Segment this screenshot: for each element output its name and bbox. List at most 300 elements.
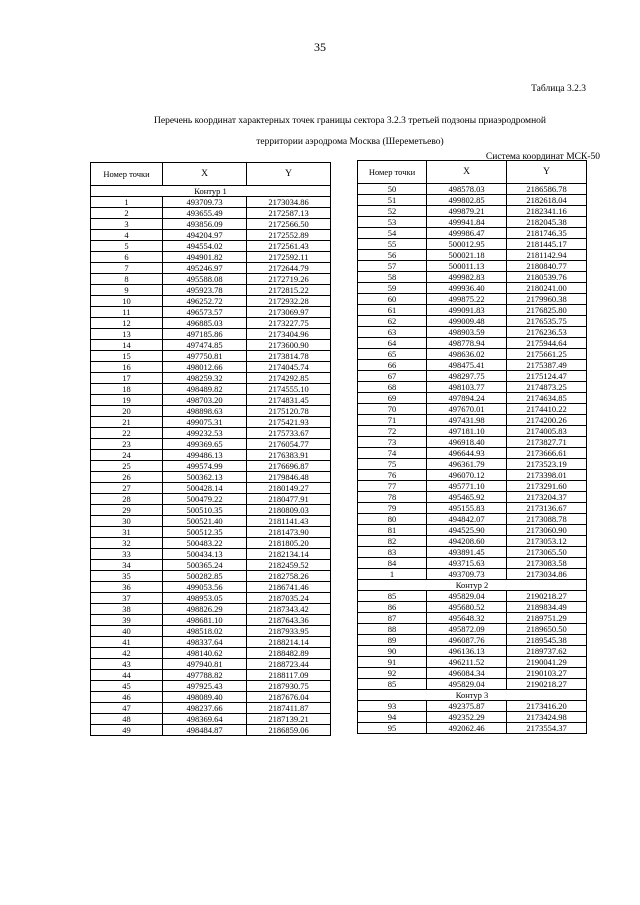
- table-row: [358, 283, 587, 294]
- table-row: [91, 417, 331, 428]
- cell-y: 2187411.87: [247, 703, 331, 714]
- cell-y: 2174555.10: [247, 384, 331, 395]
- cell-point-number: 52: [358, 206, 427, 217]
- cell-point-number: 39: [91, 615, 163, 626]
- cell-x: 494901.82: [163, 252, 247, 263]
- table-row: [358, 184, 587, 195]
- cell-point-number: 7: [91, 263, 163, 274]
- cell-y: 2172644.79: [247, 263, 331, 274]
- cell-y: 2187676.04: [247, 692, 331, 703]
- table-row: [91, 274, 331, 285]
- cell-point-number: 65: [358, 349, 427, 360]
- cell-x: 493715.63: [427, 558, 507, 569]
- table-row: [91, 252, 331, 263]
- cell-y: 2173065.50: [507, 547, 587, 558]
- cell-point-number: 6: [91, 252, 163, 263]
- cell-y: 2175661.25: [507, 349, 587, 360]
- table-row: [91, 681, 331, 692]
- cell-y: 2182134.14: [247, 549, 331, 560]
- cell-x: 493709.73: [427, 569, 507, 580]
- cell-point-number: 38: [91, 604, 163, 615]
- cell-point-number: 94: [358, 712, 427, 723]
- cell-point-number: 42: [91, 648, 163, 659]
- cell-x: 499982.83: [427, 272, 507, 283]
- cell-y: 2176535.75: [507, 316, 587, 327]
- cell-point-number: 24: [91, 450, 163, 461]
- cell-x: 495155.83: [427, 503, 507, 514]
- cell-x: 493856.09: [163, 219, 247, 230]
- cell-point-number: 13: [91, 329, 163, 340]
- cell-y: 2175421.93: [247, 417, 331, 428]
- cell-y: 2187930.75: [247, 681, 331, 692]
- cell-y: 2173523.19: [507, 459, 587, 470]
- cell-point-number: 85: [358, 591, 427, 602]
- cell-point-number: 48: [91, 714, 163, 725]
- cell-x: 500428.14: [163, 483, 247, 494]
- cell-point-number: 41: [91, 637, 163, 648]
- table-row: [91, 318, 331, 329]
- cell-y: 2189650.50: [507, 624, 587, 635]
- table-row: [91, 307, 331, 318]
- cell-point-number: 26: [91, 472, 163, 483]
- table-row: [91, 637, 331, 648]
- cell-y: 2186741.46: [247, 582, 331, 593]
- cell-point-number: 20: [91, 406, 163, 417]
- cell-x: 499232.53: [163, 428, 247, 439]
- cell-point-number: 25: [91, 461, 163, 472]
- cell-x: 496211.52: [427, 657, 507, 668]
- cell-x: 498778.94: [427, 338, 507, 349]
- cell-x: 495872.09: [427, 624, 507, 635]
- cell-point-number: 79: [358, 503, 427, 514]
- table-row: [91, 450, 331, 461]
- table-row: [358, 195, 587, 206]
- header-y: Y: [247, 163, 331, 186]
- cell-y: 2175944.64: [507, 338, 587, 349]
- table-row: [358, 613, 587, 624]
- cell-y: 2189751.29: [507, 613, 587, 624]
- cell-point-number: 60: [358, 294, 427, 305]
- cell-y: 2172587.13: [247, 208, 331, 219]
- cell-point-number: 22: [91, 428, 163, 439]
- cell-point-number: 18: [91, 384, 163, 395]
- cell-x: 498953.05: [163, 593, 247, 604]
- cell-point-number: 69: [358, 393, 427, 404]
- table-row: [91, 549, 331, 560]
- cell-y: 2173554.37: [507, 723, 587, 734]
- cell-point-number: 71: [358, 415, 427, 426]
- cell-point-number: 40: [91, 626, 163, 637]
- cell-y: 2173404.96: [247, 329, 331, 340]
- table-row: [358, 206, 587, 217]
- table-row: [91, 703, 331, 714]
- cell-point-number: 5: [91, 241, 163, 252]
- cell-x: 495829.04: [427, 679, 507, 690]
- cell-point-number: 76: [358, 470, 427, 481]
- table-row: [358, 723, 587, 734]
- cell-x: 494208.60: [427, 536, 507, 547]
- cell-y: 2186586.78: [507, 184, 587, 195]
- table-row: [91, 285, 331, 296]
- cell-y: 2176383.91: [247, 450, 331, 461]
- cell-point-number: 3: [91, 219, 163, 230]
- cell-point-number: 27: [91, 483, 163, 494]
- heading-line-1: Перечень координат характерных точек границы сектора 3.2.3 третьей подзоны приаэродромной: [154, 116, 546, 126]
- cell-point-number: 1: [91, 197, 163, 208]
- table-row: [358, 228, 587, 239]
- cell-x: 499486.13: [163, 450, 247, 461]
- section-title: Контур 2: [358, 580, 587, 591]
- cell-point-number: 35: [91, 571, 163, 582]
- cell-point-number: 49: [91, 725, 163, 736]
- cell-y: 2187933.95: [247, 626, 331, 637]
- cell-y: 2172592.11: [247, 252, 331, 263]
- cell-point-number: 53: [358, 217, 427, 228]
- cell-y: 2173416.20: [507, 701, 587, 712]
- table-row: [358, 558, 587, 569]
- cell-y: 2188482.89: [247, 648, 331, 659]
- cell-y: 2174873.25: [507, 382, 587, 393]
- cell-x: 498636.02: [427, 349, 507, 360]
- cell-point-number: 54: [358, 228, 427, 239]
- table-row: [358, 657, 587, 668]
- cell-x: 499091.83: [427, 305, 507, 316]
- cell-point-number: 34: [91, 560, 163, 571]
- cell-x: 499986.47: [427, 228, 507, 239]
- cell-y: 2189545.38: [507, 635, 587, 646]
- cell-y: 2180840.77: [507, 261, 587, 272]
- cell-x: 496084.34: [427, 668, 507, 679]
- cell-point-number: 64: [358, 338, 427, 349]
- table-row: [358, 327, 587, 338]
- cell-point-number: 83: [358, 547, 427, 558]
- cell-point-number: 37: [91, 593, 163, 604]
- cell-x: 495588.08: [163, 274, 247, 285]
- cell-point-number: 59: [358, 283, 427, 294]
- cell-y: 2179846.48: [247, 472, 331, 483]
- cell-point-number: 81: [358, 525, 427, 536]
- cell-point-number: 85: [358, 679, 427, 690]
- table-row: [91, 197, 331, 208]
- cell-point-number: 4: [91, 230, 163, 241]
- table-row: [91, 439, 331, 450]
- cell-y: 2176825.80: [507, 305, 587, 316]
- table-row: [91, 428, 331, 439]
- table-row: [358, 382, 587, 393]
- cell-x: 499053.56: [163, 582, 247, 593]
- cell-point-number: 2: [91, 208, 163, 219]
- cell-y: 2173136.67: [507, 503, 587, 514]
- cell-point-number: 46: [91, 692, 163, 703]
- cell-y: 2187035.24: [247, 593, 331, 604]
- cell-y: 2174045.74: [247, 362, 331, 373]
- cell-y: 2189737.62: [507, 646, 587, 657]
- cell-y: 2173088.78: [507, 514, 587, 525]
- table-heading: [60, 111, 640, 153]
- cell-y: 2173060.90: [507, 525, 587, 536]
- section-row: [358, 580, 587, 591]
- table-row: [91, 714, 331, 725]
- table-row: [358, 668, 587, 679]
- cell-point-number: 92: [358, 668, 427, 679]
- table-row: [91, 230, 331, 241]
- table-row: [358, 404, 587, 415]
- cell-point-number: 62: [358, 316, 427, 327]
- cell-x: 499875.22: [427, 294, 507, 305]
- table-row: [358, 569, 587, 580]
- cell-point-number: 33: [91, 549, 163, 560]
- cell-point-number: 67: [358, 371, 427, 382]
- cell-x: 495465.92: [427, 492, 507, 503]
- cell-y: 2190218.27: [507, 679, 587, 690]
- cell-point-number: 91: [358, 657, 427, 668]
- cell-x: 498337.64: [163, 637, 247, 648]
- table-label: Таблица 3.2.3: [531, 84, 586, 94]
- cell-point-number: 10: [91, 296, 163, 307]
- cell-y: 2181805.20: [247, 538, 331, 549]
- header-x: X: [163, 163, 247, 186]
- cell-point-number: 70: [358, 404, 427, 415]
- cell-x: 496136.13: [427, 646, 507, 657]
- table-row: [91, 582, 331, 593]
- cell-point-number: 66: [358, 360, 427, 371]
- cell-x: 500282.85: [163, 571, 247, 582]
- section-row: [358, 690, 587, 701]
- cell-point-number: 72: [358, 426, 427, 437]
- cell-x: 499369.65: [163, 439, 247, 450]
- table-row: [358, 239, 587, 250]
- cell-y: 2173827.71: [507, 437, 587, 448]
- cell-y: 2172552.89: [247, 230, 331, 241]
- cell-point-number: 63: [358, 327, 427, 338]
- cell-y: 2186859.06: [247, 725, 331, 736]
- table-row: [358, 536, 587, 547]
- table-row: [358, 415, 587, 426]
- table-row: [91, 494, 331, 505]
- cell-point-number: 86: [358, 602, 427, 613]
- cell-y: 2190103.27: [507, 668, 587, 679]
- cell-y: 2181445.17: [507, 239, 587, 250]
- table-row: [358, 217, 587, 228]
- cell-x: 495829.04: [427, 591, 507, 602]
- cell-x: 495680.52: [427, 602, 507, 613]
- cell-point-number: 11: [91, 307, 163, 318]
- cell-y: 2174005.83: [507, 426, 587, 437]
- table-row: [358, 338, 587, 349]
- cell-x: 497181.10: [427, 426, 507, 437]
- cell-y: 2180809.03: [247, 505, 331, 516]
- table-row: [91, 373, 331, 384]
- cell-x: 499009.48: [427, 316, 507, 327]
- cell-y: 2174634.85: [507, 393, 587, 404]
- table-row: [91, 659, 331, 670]
- cell-y: 2173424.98: [507, 712, 587, 723]
- cell-point-number: 12: [91, 318, 163, 329]
- table-row: [358, 437, 587, 448]
- cell-x: 498703.20: [163, 395, 247, 406]
- table-row: [358, 470, 587, 481]
- cell-y: 2174410.22: [507, 404, 587, 415]
- cell-y: 2182459.52: [247, 560, 331, 571]
- cell-y: 2180149.27: [247, 483, 331, 494]
- cell-y: 2188117.09: [247, 670, 331, 681]
- cell-x: 499936.40: [427, 283, 507, 294]
- cell-y: 2175120.78: [247, 406, 331, 417]
- cell-y: 2176696.87: [247, 461, 331, 472]
- table-row: [91, 615, 331, 626]
- cell-point-number: 51: [358, 195, 427, 206]
- table-row: [358, 646, 587, 657]
- table-row: [358, 459, 587, 470]
- section-title: Контур 3: [358, 690, 587, 701]
- table-row: [91, 626, 331, 637]
- table-row: [358, 360, 587, 371]
- table-row: [358, 624, 587, 635]
- table-row: [358, 547, 587, 558]
- table-row: [91, 329, 331, 340]
- cell-point-number: 9: [91, 285, 163, 296]
- cell-point-number: 95: [358, 723, 427, 734]
- cell-x: 497670.01: [427, 404, 507, 415]
- cell-y: 2175124.47: [507, 371, 587, 382]
- table-row: [91, 483, 331, 494]
- cell-point-number: 19: [91, 395, 163, 406]
- header-point-number: Номер точки: [91, 163, 163, 186]
- page-number: 35: [314, 40, 326, 54]
- cell-y: 2182045.38: [507, 217, 587, 228]
- cell-y: 2174831.45: [247, 395, 331, 406]
- cell-point-number: 47: [91, 703, 163, 714]
- table-row: [358, 481, 587, 492]
- cell-point-number: 68: [358, 382, 427, 393]
- cell-y: 2175387.49: [507, 360, 587, 371]
- table-row: [91, 505, 331, 516]
- cell-point-number: 93: [358, 701, 427, 712]
- cell-x: 498297.75: [427, 371, 507, 382]
- cell-y: 2174292.85: [247, 373, 331, 384]
- cell-x: 498518.02: [163, 626, 247, 637]
- cell-y: 2173398.01: [507, 470, 587, 481]
- table-row: [358, 294, 587, 305]
- cell-point-number: 61: [358, 305, 427, 316]
- cell-x: 499075.31: [163, 417, 247, 428]
- cell-x: 497185.86: [163, 329, 247, 340]
- cell-y: 2172719.26: [247, 274, 331, 285]
- cell-x: 500521.40: [163, 516, 247, 527]
- cell-x: 497750.81: [163, 351, 247, 362]
- cell-point-number: 1: [358, 569, 427, 580]
- cell-x: 498089.40: [163, 692, 247, 703]
- cell-y: 2181142.94: [507, 250, 587, 261]
- cell-point-number: 29: [91, 505, 163, 516]
- table-row: [358, 503, 587, 514]
- cell-y: 2187643.36: [247, 615, 331, 626]
- table-row: [358, 635, 587, 646]
- cell-x: 500011.13: [427, 261, 507, 272]
- cell-x: 498489.82: [163, 384, 247, 395]
- cell-x: 496885.03: [163, 318, 247, 329]
- cell-point-number: 82: [358, 536, 427, 547]
- table-row: [358, 679, 587, 690]
- table-row: [91, 560, 331, 571]
- cell-y: 2175733.67: [247, 428, 331, 439]
- cell-x: 497925.43: [163, 681, 247, 692]
- cell-point-number: 45: [91, 681, 163, 692]
- table-row: [358, 712, 587, 723]
- table-row: [358, 316, 587, 327]
- cell-point-number: 32: [91, 538, 163, 549]
- table-row: [91, 593, 331, 604]
- cell-point-number: 17: [91, 373, 163, 384]
- table-row: [358, 448, 587, 459]
- cell-point-number: 30: [91, 516, 163, 527]
- cell-y: 2188723.44: [247, 659, 331, 670]
- table-row: [91, 362, 331, 373]
- table-row: [91, 340, 331, 351]
- cell-point-number: 15: [91, 351, 163, 362]
- cell-y: 2187343.42: [247, 604, 331, 615]
- cell-y: 2180241.00: [507, 283, 587, 294]
- cell-y: 2174200.26: [507, 415, 587, 426]
- cell-point-number: 56: [358, 250, 427, 261]
- cell-x: 497894.24: [427, 393, 507, 404]
- table-row: [91, 296, 331, 307]
- table-row: [91, 527, 331, 538]
- cell-y: 2173227.75: [247, 318, 331, 329]
- cell-x: 497940.81: [163, 659, 247, 670]
- cell-y: 2173600.90: [247, 340, 331, 351]
- cell-point-number: 73: [358, 437, 427, 448]
- cell-y: 2173666.61: [507, 448, 587, 459]
- heading-line-2: территории аэродрома Москва (Шереметьево): [256, 137, 444, 147]
- table-row: [358, 701, 587, 712]
- cell-x: 500362.13: [163, 472, 247, 483]
- cell-x: 498369.64: [163, 714, 247, 725]
- cell-y: 2173291.60: [507, 481, 587, 492]
- cell-point-number: 78: [358, 492, 427, 503]
- cell-y: 2172932.28: [247, 296, 331, 307]
- cell-point-number: 50: [358, 184, 427, 195]
- cell-point-number: 44: [91, 670, 163, 681]
- table-row: [358, 602, 587, 613]
- table-row: [358, 305, 587, 316]
- cell-x: 494204.97: [163, 230, 247, 241]
- table-body-left: [91, 186, 331, 736]
- table-header-row: [358, 161, 587, 184]
- cell-y: 2182618.04: [507, 195, 587, 206]
- cell-x: 496644.93: [427, 448, 507, 459]
- table-row: [91, 604, 331, 615]
- cell-x: 500483.22: [163, 538, 247, 549]
- coordinate-system-label: Система координат МСК-50: [485, 152, 600, 162]
- table-row: [91, 472, 331, 483]
- cell-x: 495246.97: [163, 263, 247, 274]
- table-row: [91, 461, 331, 472]
- cell-point-number: 36: [91, 582, 163, 593]
- cell-point-number: 16: [91, 362, 163, 373]
- cell-x: 496918.40: [427, 437, 507, 448]
- cell-x: 500012.95: [427, 239, 507, 250]
- table-row: [91, 571, 331, 582]
- cell-y: 2181473.90: [247, 527, 331, 538]
- table-header-row: [91, 163, 331, 186]
- cell-point-number: 58: [358, 272, 427, 283]
- table-row: [358, 591, 587, 602]
- cell-x: 498826.29: [163, 604, 247, 615]
- cell-y: 2172566.50: [247, 219, 331, 230]
- table-row: [358, 426, 587, 437]
- table-row: [91, 538, 331, 549]
